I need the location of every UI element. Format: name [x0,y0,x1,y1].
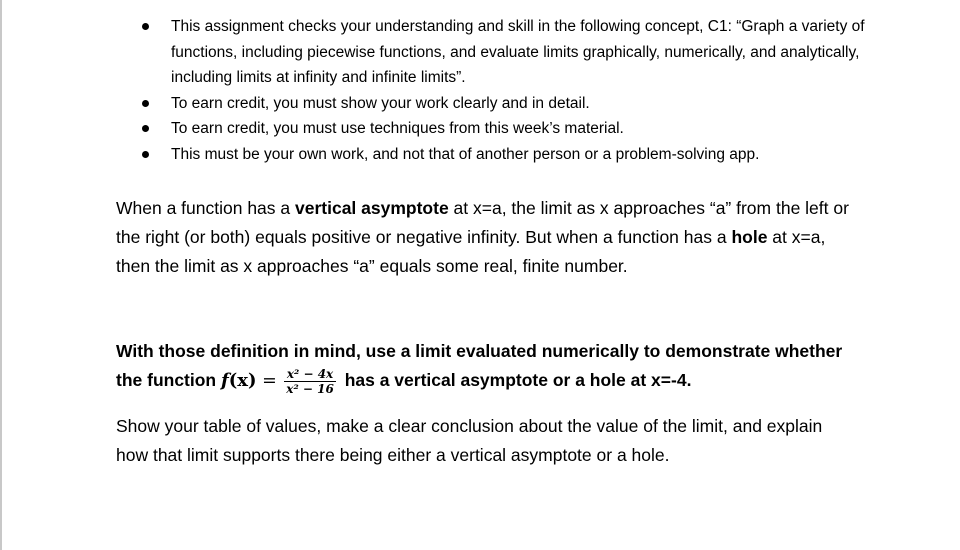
bullet-text: This must be your own work, and not that of another person or a problem-solving app. [171,145,760,163]
text-run: has a vertical asymptote or a hole at x=-4. [339,370,692,390]
text-run: at x=a, then the limit as x approaches “a” equals some real, finite number. [116,227,826,276]
fraction-denominator: x² − 16 [286,381,334,396]
list-item [139,91,899,117]
bullet-text: To earn credit, you must show your work clearly and in detail. [171,94,590,112]
bullet-text: To earn credit, you must use techniques from this week’s material. [171,120,624,137]
bullet-icon [142,151,149,158]
list-item [139,116,899,142]
list-item [139,142,899,168]
bullet-icon [142,100,149,107]
text-run: When a function has a [116,198,295,218]
bullet-icon [142,23,149,30]
function-symbol: f [220,370,229,391]
bullet-text: This assignment checks your understanding and skill in the following concept, C1: “Graph a variety of functions, including piecewise functions, and evaluate limits graphically, numerically, and analytically, including limits at infinity and infinite limits”. [171,18,865,86]
definition-paragraph [116,194,856,281]
rational-function-fraction [284,367,336,396]
bullet-icon [142,125,149,132]
list-item [139,14,899,91]
function-variable: (x) [228,370,257,391]
instruction-list [139,14,899,167]
text-run: at x=a, the limit as x approaches “a” from the left or the right (or both) equals positive or negative infinity. But when a function has a [116,198,849,247]
instructions-paragraph: Show your table of values, make a clear conclusion about the value of the limit, and explain how that limit supports there being either a vertical asymptote or a hole. [116,416,823,465]
equals-sign: = [256,371,283,391]
page-left-border [0,0,2,550]
text-run: With those definition in mind, use a limit evaluated numerically to demonstrate whether the function [116,341,843,390]
bold-term-vertical-asymptote: vertical asymptote [295,198,449,218]
function-name [221,370,257,391]
fraction-numerator: x² − 4x [284,367,336,382]
bold-term-hole: hole [731,227,768,247]
question-paragraph [116,337,856,396]
